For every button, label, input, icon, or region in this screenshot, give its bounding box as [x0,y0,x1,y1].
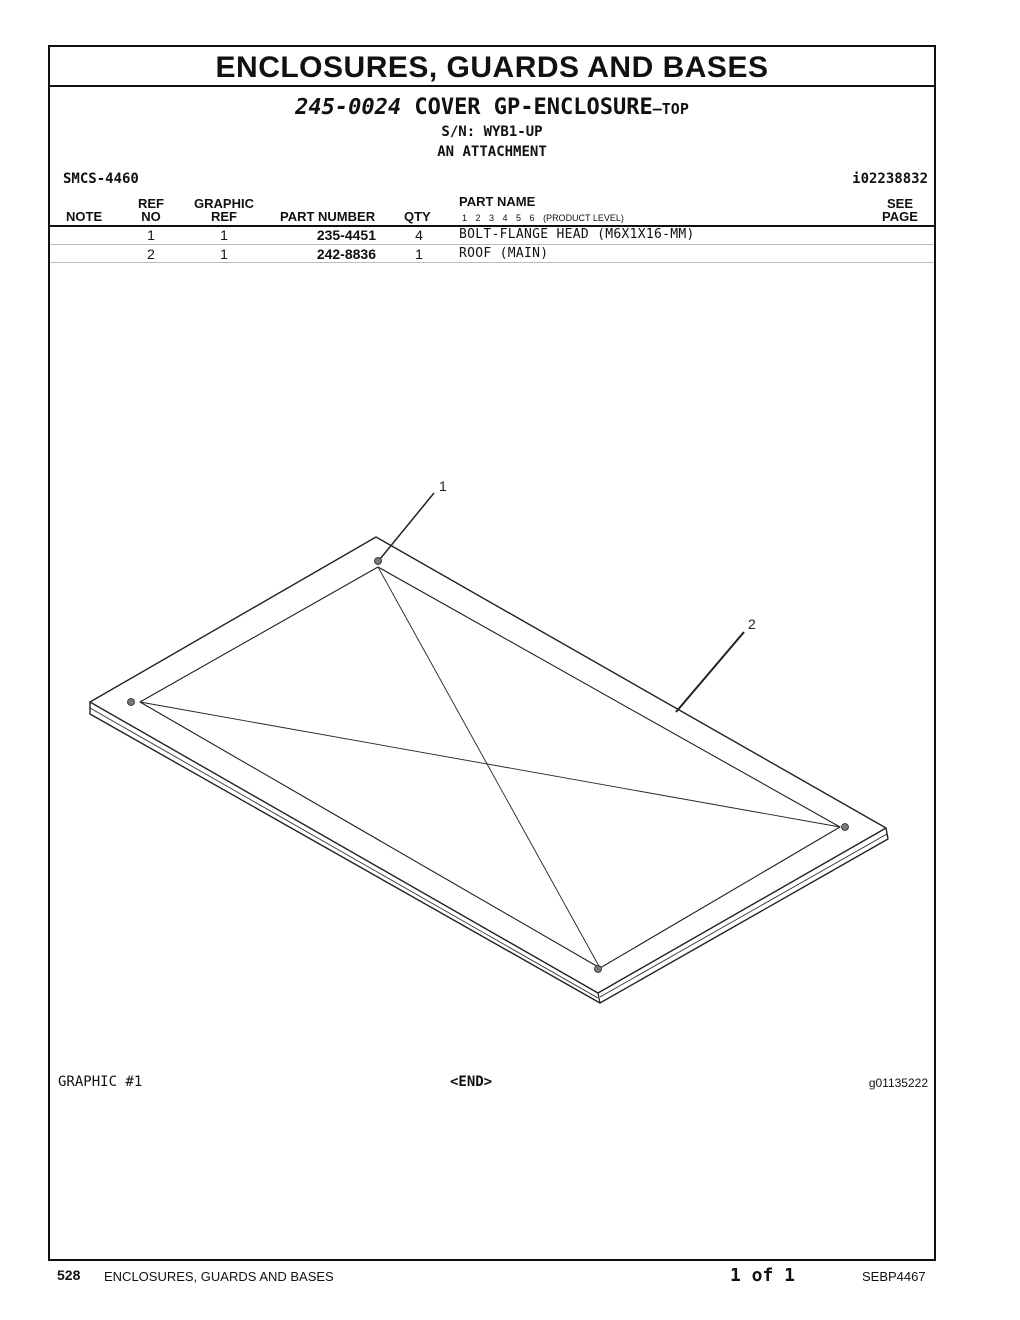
callout-1: 1 [439,478,447,494]
group-suffix: –TOP [652,100,689,118]
page-number: 528 [57,1267,81,1283]
col-note-header: NOTE [66,209,103,224]
col-graphic-header-bottom: REF [211,209,237,224]
graphic-id: g01135222 [868,1076,928,1090]
callout-1-leader [380,493,434,559]
row2-part-name: ROOF (MAIN) [459,246,549,261]
row1-part-name: BOLT-FLANGE HEAD (M6X1X16-MM) [459,227,695,242]
page-frame [48,45,936,1261]
col-ref-header-top: REF [138,196,164,211]
col-see-header-bottom: PAGE [882,209,918,224]
col-see-header-top: SEE [886,196,913,211]
col-ref-header-bottom: NO [141,209,161,224]
row1-ref: 1 [147,227,155,243]
row1-graphic-ref: 1 [220,227,228,243]
group-name: COVER GP-ENCLOSURE [414,95,653,120]
group-number: 245-0024 [295,95,402,120]
bolt [375,558,382,565]
row2-graphic-ref: 1 [220,246,228,262]
col-part-name-header: PART NAME [459,194,536,209]
illustration-id: i02238832 [852,171,928,187]
row1-qty: 4 [415,227,423,243]
bolt [128,699,135,706]
page-of: 1 of 1 [730,1265,796,1286]
col-part-number-header: PART NUMBER [280,209,376,224]
graphic-label: GRAPHIC #1 [58,1074,143,1090]
attachment-label: AN ATTACHMENT [437,144,547,160]
document-id: SEBP4467 [862,1269,926,1284]
row2-ref: 2 [147,246,155,262]
footer-section: ENCLOSURES, GUARDS AND BASES [104,1269,334,1284]
bolt [842,824,849,831]
row2-part-number: 242-8836 [316,246,376,262]
callout-2-leader [676,632,744,712]
serial-number: S/N: WYB1-UP [441,124,543,140]
row1-part-number: 235-4451 [316,227,376,243]
end-marker: <END> [450,1074,493,1090]
bolt [595,966,602,973]
roof-illustration [50,47,934,1047]
col-qty-header: QTY [404,209,431,224]
section-title: ENCLOSURES, GUARDS AND BASES [50,47,934,87]
smcs-code: SMCS-4460 [63,171,139,187]
row2-qty: 1 [415,246,423,262]
col-graphic-header-top: GRAPHIC [194,196,254,211]
level-numbers: 1 2 3 4 5 6 [462,213,535,223]
callout-2: 2 [748,616,756,632]
product-level-label: (PRODUCT LEVEL) [543,213,624,223]
